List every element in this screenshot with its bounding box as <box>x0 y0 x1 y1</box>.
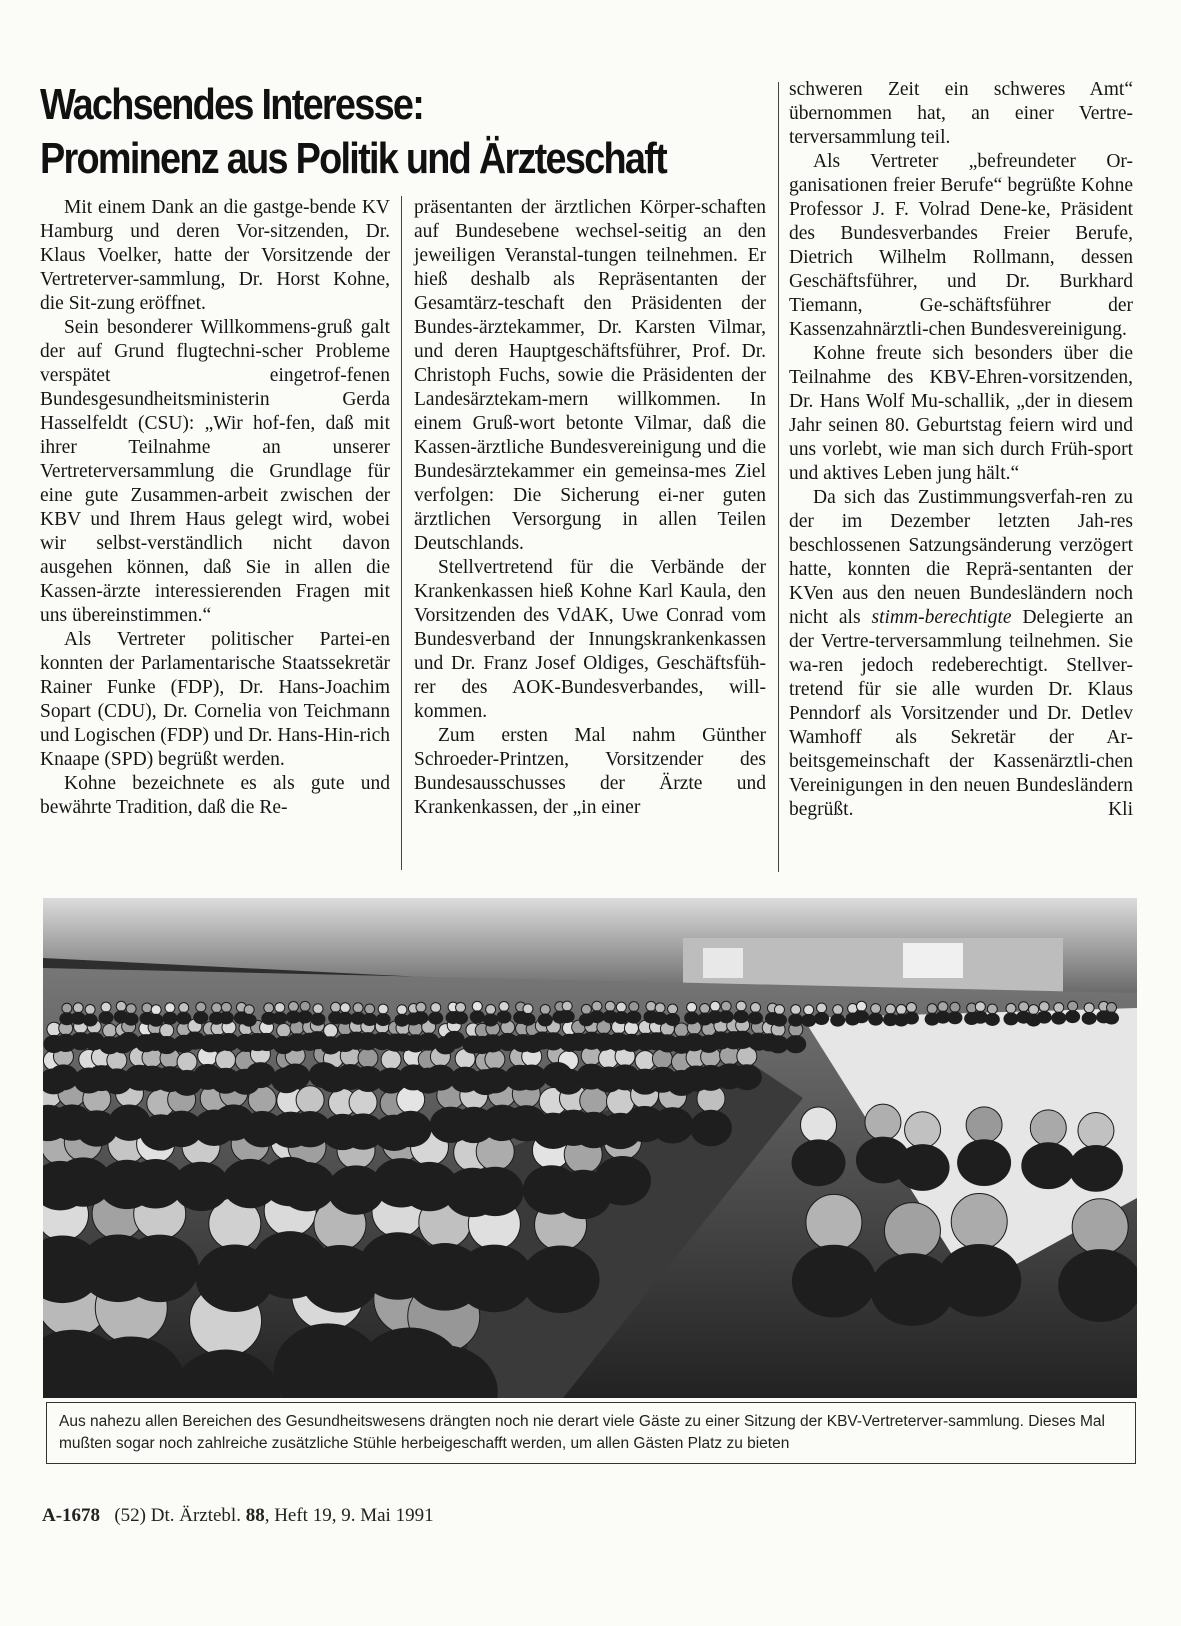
audience-body <box>1069 1145 1123 1192</box>
paragraph: Als Vertreter politischer Partei-en konnten der Parlamentarische Staatssekretär Rainer Funke (FDP), Dr. Hans-Joachim Sopart (CDU), Dr. Cornelia von Teichmann und Logischen (FDP) und Dr. Hans-Hin-rich Knaape (SPD) begrüßt werden. <box>40 629 390 770</box>
audience-body <box>560 1010 575 1023</box>
audience-head <box>378 1004 388 1014</box>
audience-body <box>785 1035 806 1053</box>
column-divider <box>778 82 779 872</box>
audience-body <box>792 1245 876 1318</box>
audience-body <box>453 1011 468 1024</box>
audience-head <box>101 1002 111 1012</box>
audience-body <box>748 1012 763 1025</box>
paragraph: Kohne bezeichnete es als gute und bewährte Tradition, daß die Re- <box>40 773 390 818</box>
column-divider <box>401 196 402 870</box>
italic-term: stimm-berechtigte <box>871 607 1012 628</box>
audience-body <box>684 1011 699 1024</box>
audience-head <box>833 1005 843 1015</box>
audience-body <box>594 1156 651 1205</box>
audience-head <box>1078 1113 1114 1149</box>
audience-head <box>358 1048 378 1068</box>
audience-head <box>885 1004 895 1014</box>
audience-body <box>245 1062 275 1088</box>
audience-head <box>884 1203 940 1259</box>
audience-head <box>165 1003 175 1013</box>
audience-body <box>772 1014 787 1027</box>
audience-head <box>365 1004 375 1014</box>
audience-head <box>655 1003 665 1013</box>
audience-head <box>177 1052 197 1072</box>
audience-body <box>538 1013 553 1026</box>
audience-head <box>975 1002 985 1012</box>
audience-head <box>103 1024 117 1038</box>
audience-head <box>987 1004 997 1014</box>
audience-body <box>801 1014 816 1027</box>
paragraph: Zum ersten Mal nahm Günther Schroeder-Printzen, Vorsitzender des Bundesausschusses der Ärzte und Krankenkassen, der „in einer <box>414 725 766 818</box>
audience-body <box>99 1011 114 1024</box>
audience-body <box>937 1244 1021 1317</box>
audience-head <box>592 1001 602 1011</box>
audience-head <box>431 1003 441 1013</box>
audience-head <box>1068 1001 1078 1011</box>
issue-date: , Heft 19, 9. Mai 1991 <box>264 1505 434 1526</box>
audience-head <box>216 1050 236 1070</box>
audience-body <box>362 1013 377 1026</box>
audience-body <box>298 1010 313 1023</box>
audience-body <box>520 1013 535 1026</box>
audience-head <box>871 1004 881 1014</box>
audience-body <box>517 1064 547 1090</box>
audience-head <box>938 1002 948 1012</box>
article-column-3 <box>789 78 1133 822</box>
paragraph: Kohne freute sich besonders über die Teilnahme des KBV-Ehren-vorsitzenden, Dr. Hans Wolf Mu-schallik, „der in diesem Jahr seinen 80. Geburtstag feiern wird und uns vorlebt, wie man sich durch Früh-sport und aktives Leben jung hält.“ <box>789 343 1133 484</box>
audience-body <box>732 1064 762 1090</box>
audience-body <box>868 1013 883 1026</box>
audience-head <box>700 1004 710 1014</box>
audience-head <box>196 1002 206 1012</box>
paragraph: schweren Zeit ein schweres Amt“ übernommen hat, an einer Vertre-terversammlung teil. <box>789 79 1133 148</box>
audience-head <box>73 1003 83 1013</box>
audience-body <box>947 1011 962 1024</box>
audience-body <box>522 1246 600 1314</box>
paragraph: präsentanten der ärztlichen Körper-schaften auf Bundesebene wechsel-seitig an den jeweiligen Veranstal-tungen teilnehmen. Er hieß deshalb als Repräsentanten der Gesamtärz-teschaft den Präsidenten der Bundes-ärztekammer, Dr. Karsten Vilmar, und deren Hauptgeschäftsführer, Prof. Dr. Christoph Fuchs, sowie die Präsidenten der Landesärztekam-mern willkommen. In einem Gruß-wort betonte Vilmar, daß die Kassen-ärztliche Bundesvereinigung und die Bundesärztekammer ein gemeinsa-mes Ziel verfolgen: Die Sicherung ei-ner guten ärztlichen Versorgung in allen Teilen Deutschlands. <box>414 197 766 554</box>
audience-head <box>687 1002 697 1012</box>
audience-head <box>416 1002 426 1012</box>
audience-body <box>242 1014 257 1027</box>
audience-head <box>629 1002 639 1012</box>
audience-body <box>1104 1012 1119 1025</box>
audience-body <box>1021 1142 1075 1189</box>
audience-body <box>48 1064 78 1090</box>
audience-head <box>1006 1003 1016 1013</box>
audience-body <box>219 1011 234 1024</box>
audience-head <box>313 1004 323 1014</box>
article-column-2 <box>414 196 766 820</box>
headline-line-2: Prominenz aus Politik und Ärzteschaft <box>40 134 666 183</box>
paragraph: Stellvertretend für die Verbände der Krankenkassen hieß Kohne Karl Kaula, den Vorsitzenden des VdAK, Uwe Conrad vom Bundesverband der Innungskrankenkassen und Dr. Franz Josef Oldiges, Geschäftsfüh-rer des AOK-Bundesverbandes, will-kommen. <box>414 557 766 722</box>
audience-head <box>85 1005 95 1015</box>
audience-body <box>896 1144 950 1191</box>
audience-body <box>1037 1011 1052 1024</box>
audience-head <box>331 1002 341 1012</box>
audience-body <box>121 1235 199 1303</box>
audience-head <box>499 1002 509 1012</box>
audience-body <box>904 1011 919 1024</box>
audience-head <box>791 1005 801 1015</box>
audience-head <box>721 1001 731 1011</box>
audience-body <box>470 1010 485 1023</box>
audience-head <box>397 1005 407 1015</box>
audience-head <box>1072 1199 1128 1255</box>
author-signature: Kli <box>1108 799 1133 820</box>
audience-body <box>652 1107 694 1143</box>
audience-head <box>221 1002 231 1012</box>
audience-head <box>1030 1110 1066 1146</box>
audience-body <box>690 1110 732 1146</box>
paragraph: Als Vertreter „befreundeter Or-ganisationen freier Berufe“ begrüßte Kohne Professor J. F. Volrad Dene-ke, Präsident des Bundesverbandes Freier Berufe, Dietrich Wilhelm Rollmann, dessen Geschäftsführer, und Dr. Burkhard Tiemann, Ge-schäftsführer der Kassenzahnärztli-chen Bundesvereinigung. <box>789 151 1133 340</box>
audience-head <box>804 1005 814 1015</box>
audience-body <box>483 1013 498 1026</box>
page-code: A-1678 <box>42 1505 101 1526</box>
audience-head <box>288 1002 298 1012</box>
audience-head <box>142 1003 152 1013</box>
audience-body <box>467 1167 524 1216</box>
audience-body <box>1065 1010 1080 1023</box>
audience-head <box>1029 1005 1039 1015</box>
audience-body <box>176 1012 191 1025</box>
audience-head <box>646 1001 656 1011</box>
audience-head <box>353 1003 363 1013</box>
audience-head <box>817 1003 827 1013</box>
audience-head <box>951 1194 1007 1250</box>
paragraph <box>789 486 1133 822</box>
audience-body <box>1003 1012 1018 1025</box>
audience-head <box>605 1001 615 1011</box>
audience-head <box>966 1107 1002 1143</box>
audience-head <box>275 1003 285 1013</box>
audience-head <box>126 1004 136 1014</box>
audience-head <box>806 1194 862 1250</box>
audience-body <box>444 1031 465 1049</box>
audience-head <box>801 1107 837 1143</box>
audience-head <box>62 1003 72 1013</box>
audience-body <box>413 1011 428 1024</box>
audience-head <box>486 1004 496 1014</box>
audience-body <box>162 1012 177 1025</box>
audience-head <box>456 1002 466 1012</box>
journal-volume: 88 <box>245 1505 265 1526</box>
audience-head <box>381 1050 401 1070</box>
audience-head <box>906 1002 916 1012</box>
audience-body <box>734 1010 749 1023</box>
audience-body <box>985 1013 1000 1026</box>
audience-head <box>865 1104 901 1140</box>
audience-body <box>665 1013 680 1026</box>
audience-head <box>300 1001 310 1011</box>
photo-caption: Aus nahezu allen Bereichen des Gesundheitswesens drängten noch nie derart viele Gäste zu einer Sitzung der KBV-Vertreterver-sammlung. Dieses Mal mußten sogar noch zahlreiche zusätzliche Stühle herbeigeschafft werden, um allen Gästen Platz zu bieten <box>46 1402 1136 1464</box>
audience-body <box>279 1162 336 1211</box>
audience-head <box>179 1003 189 1013</box>
audience-body <box>428 1012 443 1025</box>
audience-body <box>854 1010 869 1023</box>
audience-head <box>472 1001 482 1011</box>
audience-head <box>674 1023 688 1037</box>
page-footer <box>42 1505 434 1527</box>
audience-head <box>151 1005 161 1015</box>
audience-head <box>296 1086 324 1114</box>
audience-head <box>540 1004 550 1014</box>
audience-body <box>719 1010 734 1023</box>
audience-body <box>788 1014 803 1027</box>
audience-head <box>1054 1003 1064 1013</box>
audience-body <box>149 1014 164 1027</box>
audience-body <box>124 1013 139 1026</box>
audience-head <box>212 1003 222 1013</box>
audience-head <box>927 1004 937 1014</box>
audience-head <box>116 1001 126 1011</box>
audience-body <box>589 1010 604 1023</box>
audience-body <box>1082 1012 1097 1025</box>
audience-body <box>272 1012 287 1025</box>
audience-body <box>792 1139 846 1186</box>
audience-body <box>173 1162 230 1211</box>
text-run: Delegierte an der Vertre-terversammlung teilnehmen. Sie wa-ren jedoch redeberechtigt. Stellver-tretend für sie alle wurden Dr. Klaus Penndorf als Vorsitzender und Dr. Detlev Wamhoff als Sekretär der Ar-beitsgemeinschaft der Kassenärztli-chen Vereinigungen in den neuen Bundesländern begrüßt. <box>789 607 1133 820</box>
audience-head <box>616 1002 626 1012</box>
audience-head <box>1039 1002 1049 1012</box>
audience-body <box>830 1014 845 1027</box>
audience-body <box>496 1011 511 1024</box>
audience-head <box>896 1005 906 1015</box>
audience-head <box>668 1004 678 1014</box>
audience-body <box>626 1011 641 1024</box>
audience-body <box>311 1013 326 1026</box>
audience-head <box>277 1023 291 1037</box>
audience-body <box>390 1111 432 1147</box>
audience-head <box>857 1001 867 1011</box>
audience-body <box>280 1063 310 1089</box>
audience-head <box>562 1001 572 1011</box>
audience-body <box>376 1013 391 1026</box>
text-run: Da sich das Zustimmungsverfah-ren zu der im Dezember letzten Jah-res beschlossenen Satzungsänderung verzögert hatte, konnten die Reprä-sentanten der KVen aus den neuen Bundesländern noch nicht als <box>789 487 1133 628</box>
paragraph: Sein besonderer Willkommens-gruß galt der auf Grund flugtechni-scher Probleme verspätet eingetrof-fenen Bundesgesundheitsministerin Gerda Hasselfeldt (CSU): „Wir hof-fen, daß mit ihrer Teilnahme an unserer Vertreterversammlung die Grundlage für eine gute Zusammen-arbeit zwischen der KBV und Ihrem Haus gelegt wird, wobei wir selbst-verständlich nicht davon ausgehen können, daß Sie in allen die Kassen-ärzte interessierenden Fragen mit uns übereinstimmen.“ <box>40 317 390 626</box>
audience-head <box>950 1002 960 1012</box>
audience-head <box>581 1004 591 1014</box>
paragraph: Mit einem Dank an die gastge-bende KV Hamburg und deren Vor-sitzenden, Dr. Klaus Voelker, hatte der Vorsitzende der Vertreterver-sammlung, Dr. Horst Kohne, die Sit-zung eröffnet. <box>40 197 390 314</box>
headline <box>40 78 676 186</box>
audience-head <box>1019 1002 1029 1012</box>
audience-head <box>710 1001 720 1011</box>
article-column-1 <box>40 196 390 820</box>
assembly-photo <box>43 898 1137 1398</box>
audience-head <box>1084 1003 1094 1013</box>
audience-head <box>264 1003 274 1013</box>
audience-body <box>338 1012 353 1025</box>
audience-head <box>750 1003 760 1013</box>
audience-body <box>1051 1012 1066 1025</box>
audience-head <box>905 1112 941 1148</box>
audience-body <box>814 1012 829 1025</box>
audience-head <box>736 1001 746 1011</box>
audience-head <box>349 1088 377 1116</box>
audience-body <box>957 1139 1011 1186</box>
audience-body <box>193 1011 208 1024</box>
audience-head <box>1107 1003 1117 1013</box>
headline-line-1: Wachsendes Interesse: <box>40 80 424 129</box>
audience-head <box>848 1004 858 1014</box>
audience-head <box>340 1003 350 1013</box>
journal-reference: (52) Dt. Ärztebl. <box>114 1505 246 1526</box>
audience-body <box>83 1014 98 1027</box>
